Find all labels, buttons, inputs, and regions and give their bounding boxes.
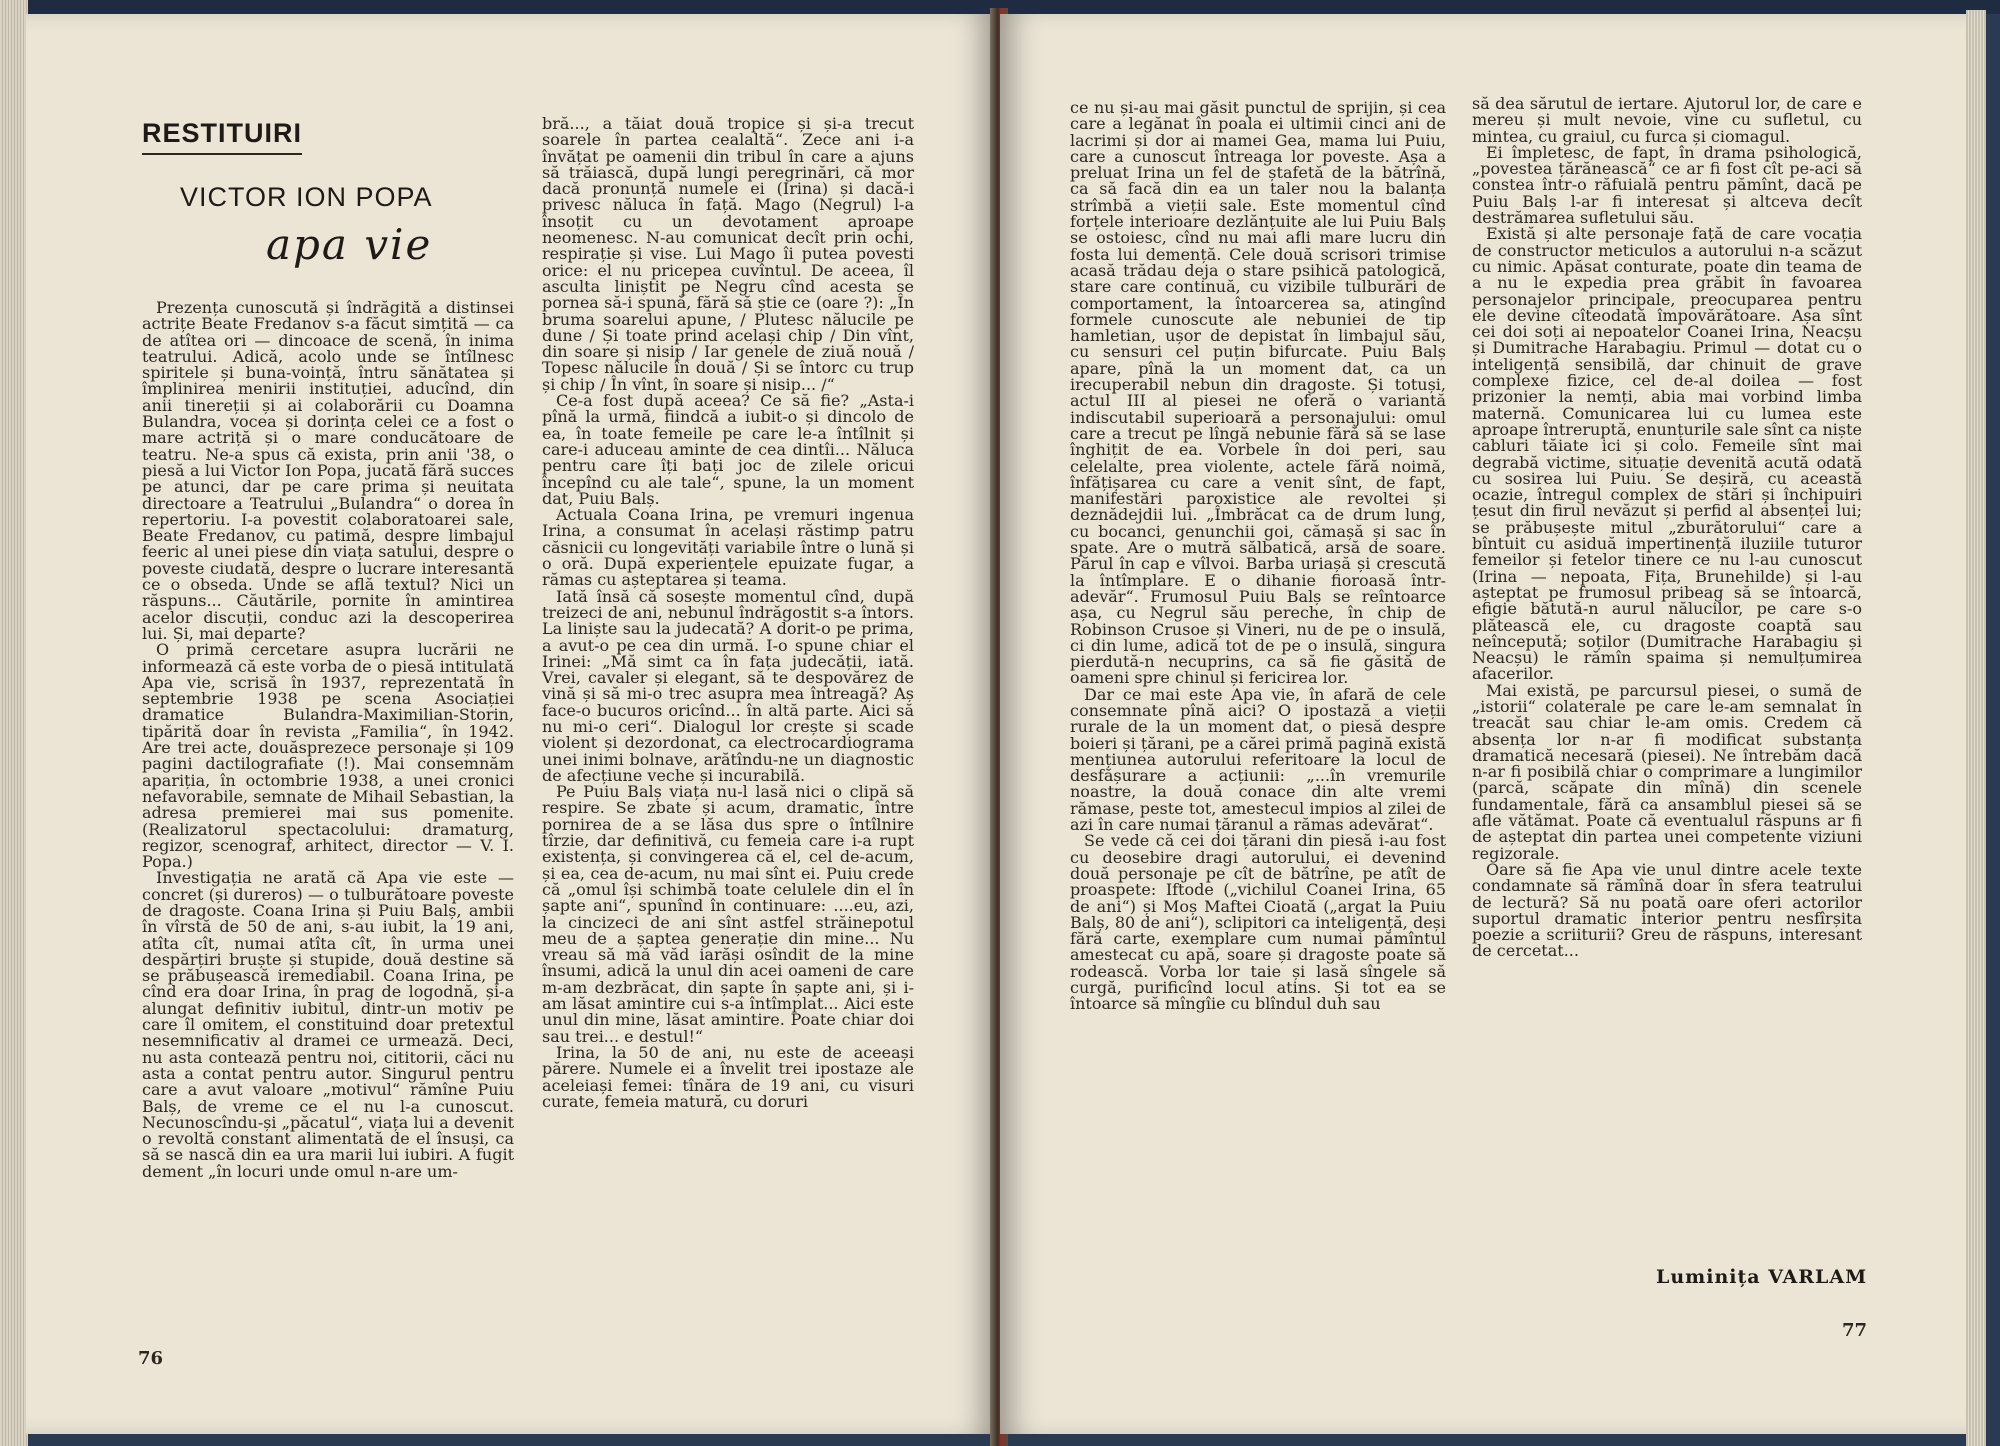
text-column-1 xyxy=(142,300,514,1180)
paragraph: bră..., a tăiat două tropice și și-a trecut soarele în partea cealaltă“. Zece ani i-a învățat pe oamenii din tribul în care a ajuns să trăiască, după lungi peregrinări, că mor dacă pronunță numele ei (Irina) și dacă-i privesc năluca în față. Mago (Negrul) l-a însoțit cu un devotament aproape neomenesc. N-au comunicat decît prin ochi, respirație și vise. Lui Mago îi putea povesti orice: el nu pricepea cuvîntul. De aceea, îl asculta liniștit pe Negru cînd acesta se pornea să-i spună, fără să știe ce (oare ?): „În bruma soarelui apune, / Plutesc nălucile pe dune / Și toate prind același chip / Din vînt, din soare și nisip / Iar genele de ziuă nouă / Topesc nălucile în două / Și se întorc cu trup și chip / În vînt, în soare și nisip... /“ xyxy=(542,114,914,394)
text-column-2 xyxy=(542,116,914,1110)
right-page xyxy=(1000,14,1966,1434)
text-column-4 xyxy=(1472,96,1862,960)
paragraph: O primă cercetare asupra lucrării ne informează că este vorba de o piesă intitulată Apa vie, scrisă în 1937, reprezentată în septembrie 1938 pe scena Asociației dramatice Bulandra-Maximilian-Storin, tipărită doar în revista „Familia“, în 1942. Are trei acte, douăsprezece personaje și 109 pagini dactilografiate (!). Mai consemnăm apariția, în octombrie 1938, a unei cronici nefavorabile, semnate de Mihail Sebastian, la adresa premierei mai sus pomenite. (Realizatorul spectacolului: dramaturg, regizor, scenograf, arhitect, director — V. I. Popa.) xyxy=(142,640,514,872)
paragraph: Există și alte personaje față de care vocația de constructor meticulos a autorului n-a scăzut cu nimic. Apăsat conturate, poate din teama de a nu le expedia prea grăbit în favoarea personajelor principale, preocuparea pentru ele devine cîteodată împovărătoare. Așa sînt cei doi soți ai nepoatelor Coanei Irina, Neacșu și Dumitrache Harabagiu. Primul — dotat cu o inteligență sensibilă, dar chinuit de grave complexe fizice, cel de-al doilea — fost prizonier la nemți, abia mai vorbind limba maternă. Comunicarea lui cu lumea este aproape întreruptă, enunțurile sale sînt ca niște cabluri tăiate ici și colo. Femeile sînt mai degrabă victime, situație devenită acută odată cu sosirea lui Puiu. Se deșiră, cu această ocazie, întregul complex de stări și închipuiri țesut din firul nevăzut și perfid al absenței lui; se prăbușește mitul „zburătorului“ care a bîntuit cu asiduă impertinență iluziile tuturor femeilor și fetelor tinere ce nu l-au cunoscut (Irina — nepoata, Fița, Brunehilde) și l-au așteptat pe frumosul pribeag să se întoarcă, efigie bătută-n aurul nălucilor, pe care s-o plătească ele, cu dragoste coaptă sau neîncepută; soților (Dumitrache Harabagiu și Neacșu) le rămîn spaima și nemulțumirea afacerilor. xyxy=(1472,224,1862,684)
paragraph: Mai există, pe parcursul piesei, o sumă de „istorii“ colaterale pe care le-am semnalat în treacăt sau chiar le-am omis. Credem că absența lor n-ar fi modificat substanța dramatică necesară (piesei). Ne întrebăm dacă n-ar fi posibilă chiar o comprimare a lungimilor (parcă, scăpate din mînă) din scenele fundamentale, fără ca ansamblul piesei să se afle vătămat. Poate că eventualul răspuns ar fi de așteptat din partea unei competente viziuni regizorale. xyxy=(1472,680,1862,863)
paragraph: să dea sărutul de iertare. Ajutorul lor, de care e mereu și mult nevoie, vine cu sufletul, cu mintea, cu graiul, cu furca și ciomagul. xyxy=(1472,94,1862,146)
section-heading: RESTITUIRI xyxy=(142,118,302,155)
paragraph: Iată însă că sosește momentul cînd, după treizeci de ani, nebunul îndrăgostit s-a întors. La liniște sau la judecată? A dorit-o pe prima, a avut-o pe cea din urmă. I-o spune chiar el Irinei: „Mă simt ca în fața judecății, iată. Vrei, cavaler și elegant, să te despovărez de vină și să mi-o trec asupra mea întreagă? Aș face-o bucuros oricînd... în altă parte. Aici să nu mi-o ceri“. Dialogul lor crește și scade violent și dezordonat, ca electrocardiograma unei inimi bolnave, arătîndu-ne un diagnostic de afecțiune veche și incurabilă. xyxy=(542,586,914,785)
paragraph: Se vede că cei doi țărani din piesă i-au fost cu deosebire dragi autorului, ei devenind două personaje pe cît de bătrîne, pe atît de proaspete: Iftode („vichilul Coanei Irina, 65 de ani“) și Moș Maftei Cioată („argat la Puiu Balș, 80 de ani“), sclipitori ca inteligență, deși fără carte, exemplare cum numai pămîntul amestecat cu apă, soare și dragoste poate să rodească. Vorba lor taie și lasă sîngele să curgă, purificînd locul atins. Și tot ea se întoarce să mîngîie cu blîndul duh sau xyxy=(1070,831,1446,1014)
paragraph: ce nu și-au mai găsit punctul de sprijin, și cea care a legănat în poala ei ultimii cinci ani de lacrimi și dor ai mamei Gea, mama lui Puiu, care a cunoscut întreaga lor poveste. Așa a preluat Irina un fel de ștafetă de la bătrînă, ca să facă din ea un taler nou la balanța strîmbă a vieții sale. Este momentul cînd forțele interioare dezlănțuite ale lui Puiu Balș se ostoiesc, cînd nu mai afli mare lucru din fosta lui demență. Cele două scrisori trimise acasă trădau deja o stare psihică patologică, stare care continuă, cu vizibile tulburări de comportament, la întoarcerea sa, atingînd formele cunoscute ale nebuniei de tip hamletian, ușor de depistat în limbajul său, cu sensuri cel puțin bifurcate. Puiu Balș apare, pînă la un moment dat, ca un irecuperabil nebun din dragoste. Și totuși, actul III al piesei ne oferă o variantă indiscutabil superioară a personajului: omul care a trecut pe lîngă nebunie fără să se lase înghițit de ea. Vorbele în doi peri, sau celelalte, prea violente, actele fără noimă, înfățișarea cu care a venit sînt, de fapt, manifestări paroxistice ale revoltei și deznădejdii lui. „Îmbrăcat ca de drum lung, cu bocanci, genunchii goi, cămașă și sac în spate. Are o mutră sălbatică, arsă de soare. Părul în cap e vîlvoi. Barba uriașă și crescută la întîmplare. E o dihanie fioroasă într-adevăr“. Frumosul Puiu Balș se reîntoarce așa, cu Negrul său pereche, în chip de Robinson Crusoe și Vineri, nu de pe o insulă, ci din lume, adică tot de pe o insulă, singura pierdută-n necuprins, ca să fie găsită de oameni spre chinul și fericirea lor. xyxy=(1070,98,1446,688)
paragraph: Irina, la 50 de ani, nu este de aceeași părere. Numele ei a învelit trei ipostaze ale aceleiași femei: tînăra de 19 ani, cu visuri curate, femeia matură, cu doruri xyxy=(542,1042,914,1111)
paragraph: Pe Puiu Balș viața nu-l lasă nici o clipă să respire. Se zbate și acum, dramatic, între pornirea de a se lăsa dus spre o întîlnire tîrzie, dar definitivă, cu femeia care i-a rupt existența, și convingerea că el, cel de-acum, și ea, cea de-acum, nu mai sînt ei. Puiu crede că „omul își schimbă toate celulele din el în șapte ani“, spunînd în continuare: ....eu, azi, la cincizeci de ani sînt astfel străinepotul meu de a șaptea generație din mine... Nu vreau să mă văd iarăși osîndit de la mine însumi, adică la unul din acei oameni de care m-am dezbrăcat, din șapte în șapte ani, și i-am lăsat amintire cui s-a întîmplat... Aici este unul din mine, lăsat amintire. Poate chiar doi sau trei... e destul!“ xyxy=(542,782,914,1046)
text-column-3 xyxy=(1070,100,1446,1013)
paragraph: Ei împletesc, de fapt, în drama psihologică, „povestea țărănească“ ce ar fi fost cît pe-aci să constea într-o răfuială pentru pămînt, dacă pe Puiu Balș l-ar fi interesat și altceva decît destrămarea sufletului său. xyxy=(1472,142,1862,228)
paragraph: Dar ce mai este Apa vie, în afară de cele consemnate pînă aici? O ipostază a vieții rurale de la un moment dat, o piesă despre boieri și țărani, pe a cărei primă pagină există mențiunea autorului referitoare la locul de desfășurare a acțiunii: „...în vremurile noastre, la două conace din alte vremi rămase, peste tot, amestecul impios al zilei de azi în care numai țăranul a rămas adevărat“. xyxy=(1070,684,1446,835)
page-edges-left xyxy=(0,0,28,1446)
page-number-right: 77 xyxy=(1842,1320,1868,1341)
paragraph: Actuala Coana Irina, pe vremuri ingenua Irina, a consumat în același răstimp patru căsnicii cu longevități variabile între o lună și o oră. După experiențele epuizate fugar, a rămas cu așteptarea și teama. xyxy=(542,505,914,590)
page-edges-right xyxy=(1966,10,1986,1446)
article-author: VICTOR ION POPA xyxy=(180,182,433,212)
paragraph: Oare să fie Apa vie unul dintre acele texte condamnate să rămînă doar în sfera teatrului de lectură? Să nu poată oare oferi actorilor suportul dramatic interior pentru nesfîrșita poezie a scriiturii? Greu de răspuns, interesant de cercetat... xyxy=(1472,859,1862,961)
paragraph: Investigația ne arată că Apa vie este — concret (și dureros) — o tulburătoare poveste de dragoste. Coana Irina și Puiu Balș, ambii în vîrstă de 50 de ani, s-au iubit, la 19 ani, atîta cît, numai atîta cît, în urma unei despărțiri bruște și stupide, două destine să se prăbușească iremediabil. Coana Irina, pe cînd era doar Irina, în prag de logodnă, și-a alungat definitiv iubitul, dintr-un motiv pe care îl omitem, el constituind doar pretextul nesemnificativ al dramei ce urmează. Deci, nu asta contează pentru noi, cititorii, căci nu asta a contat pentru autor. Singurul pentru care a avut valoare „motivul“ rămîne Puiu Balș, de vreme ce el nu l-a cunoscut. Necunoscîndu-și „păcatul“, viața lui a devenit o revoltă constant alimentată de el însuși, ca să se nască din ea ura marii lui iubiri. A fugit dement „în locuri unde omul n-are um- xyxy=(142,868,514,1181)
article-signature: Luminița VARLAM xyxy=(1656,1266,1868,1288)
article-title: apa vie xyxy=(266,220,433,269)
page-number-left: 76 xyxy=(138,1348,164,1369)
paragraph: Ce-a fost după aceea? Ce să fie? „Asta-i pînă la urmă, fiindcă a iubit-o și dincolo de ea, în toate femeile pe care le-a întîlnit și care-i aduceau aminte de cea dintîi... Năluca pentru care îți bați joc de zilele oricui începînd cu ale tale“, spune, la un moment dat, Puiu Balș. xyxy=(542,391,914,508)
paragraph: Prezența cunoscută și îndrăgită a distinsei actrițe Beate Fredanov s-a făcut simțită — ca de atîtea ori — dincoace de scenă, în inima teatrului. Adică, acolo unde se întîlnesc spiritele și buna-voință, întru sănătatea și împlinirea menirii instituției, aducînd, din anii tinereții și ai colaborării cu Doamna Bulandra, vocea și dorința celei ce a fost o mare actriță și o mare conducătoare de teatru. Ne-a spus că exista, prin anii '38, o piesă a lui Victor Ion Popa, jucată fără succes pe atunci, dar pe care prima și neuitata directoare a Teatrului „Bulandra“ o dorea în repertoriu. I-a povestit colaboratoarei sale, Beate Fredanov, cu patimă, despre limbajul feeric al unei piese din viața satului, despre o poveste ciudată, despre o lucrare interesantă ce o obseda. Unde se află textul? Nici un răspuns... Căutările, pornite în amintirea acelor discuții, conduc azi la descoperirea lui. Și, mai departe? xyxy=(142,298,514,643)
left-page xyxy=(26,14,994,1434)
